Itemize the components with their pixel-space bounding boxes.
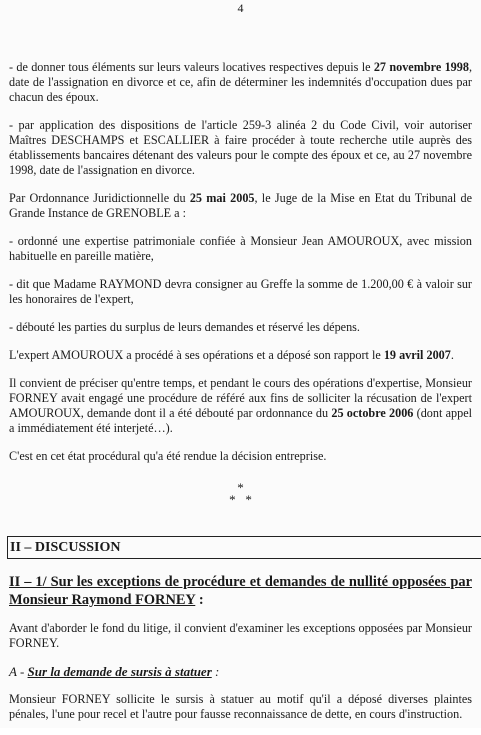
text-span: Par Ordonnance Juridictionnelle du: [9, 191, 190, 205]
date-bold: 19 avril 2007: [383, 348, 451, 362]
text-span: (dont appel a immédiatement été interjeté…).: [9, 406, 472, 435]
star-line: *: [237, 480, 244, 495]
subsection-suffix: :: [195, 592, 204, 608]
text-span: , date de l'assignation en divorce et ce, afin de déterminer les indemnités d'occupation dues par chacun des époux.: [9, 60, 472, 104]
paragraph-expertise: - ordonné une expertise patrimoniale confiée à Monsieur Jean AMOUROUX, avec mission habituelle en pareille matière,: [9, 234, 472, 263]
sub-heading-sursis: [9, 664, 472, 679]
document-body: [9, 60, 472, 735]
separator-stars: [9, 482, 472, 506]
paragraph-deboute: - débouté les parties du surplus de leurs demandes et réservé les dépens.: [9, 320, 360, 334]
paragraph-property-values: [9, 60, 472, 105]
page-number: 4: [237, 1, 244, 15]
paragraph-exceptions: Avant d'aborder le fond du litige, il convient d'examiner les exceptions opposées par Monsieur FORNEY.: [9, 621, 472, 650]
date-bold: 25 octobre 2006: [331, 406, 414, 420]
paragraph-rapport: [9, 348, 472, 363]
paragraph-etat-procedural: C'est en cet état procédural qu'a été rendue la décision entreprise.: [9, 449, 327, 463]
text-span: .: [450, 348, 454, 362]
text-span: L'expert AMOUROUX a procédé à ses opérations et a déposé son rapport le: [9, 348, 384, 362]
date-bold: 25 mai 2005: [189, 191, 255, 205]
subsection-heading: [9, 573, 472, 609]
paragraph-ordonnance: [9, 191, 472, 221]
paragraph-recusation: [9, 376, 472, 436]
section-heading: II – DISCUSSION: [7, 536, 481, 559]
paragraph-plaintes: Monsieur FORNEY sollicite le sursis à statuer au motif qu'il a déposé diverses plaintes pénales, l'une pour recel et l'autre pour fausse reconnaissance de dette, en cours d'instruction.: [9, 692, 472, 721]
sub-heading-prefix: A -: [9, 664, 28, 679]
text-span: - de donner tous éléments sur leurs valeurs locatives respectives depuis le: [9, 60, 374, 74]
text-span: , le Juge de la Mise en Etat du Tribunal de Grande Instance de GRENOBLE a :: [9, 191, 472, 220]
subsection-title: II – 1/ Sur les exceptions de procédure et demandes de nullité opposées par Monsieur Raymond FORNEY: [9, 574, 472, 608]
paragraph-consignation: - dit que Madame RAYMOND devra consigner au Greffe la somme de 1.200,00 € à valoir sur les honoraires de l'expert,: [9, 277, 472, 306]
paragraph-bank-search: - par application des dispositions de l'article 259-3 alinéa 2 du Code Civil, voir autoriser Maîtres DESCHAMPS et ESCALLIER à faire procéder à toute recherche utile auprès des établissements bancaires détenant des valeurs pour le compte des époux et ce, au 27 novembre 1998, date de l'assignation en divorce.: [9, 118, 472, 177]
date-bold: 27 novembre 1998: [373, 60, 469, 74]
sub-heading-suffix: :: [211, 664, 220, 679]
sub-heading-title: Sur la demande de sursis à statuer: [27, 664, 212, 679]
text-span: Il convient de préciser qu'entre temps, et pendant le cours des opérations d'expertise, Monsieur FORNEY avait engagé une procédure de référé aux fins de solliciter la récusation de l'expert AMOUROUX, demande dont il a été débouté par ordonnance du: [9, 376, 472, 420]
star-line: * *: [229, 492, 252, 507]
